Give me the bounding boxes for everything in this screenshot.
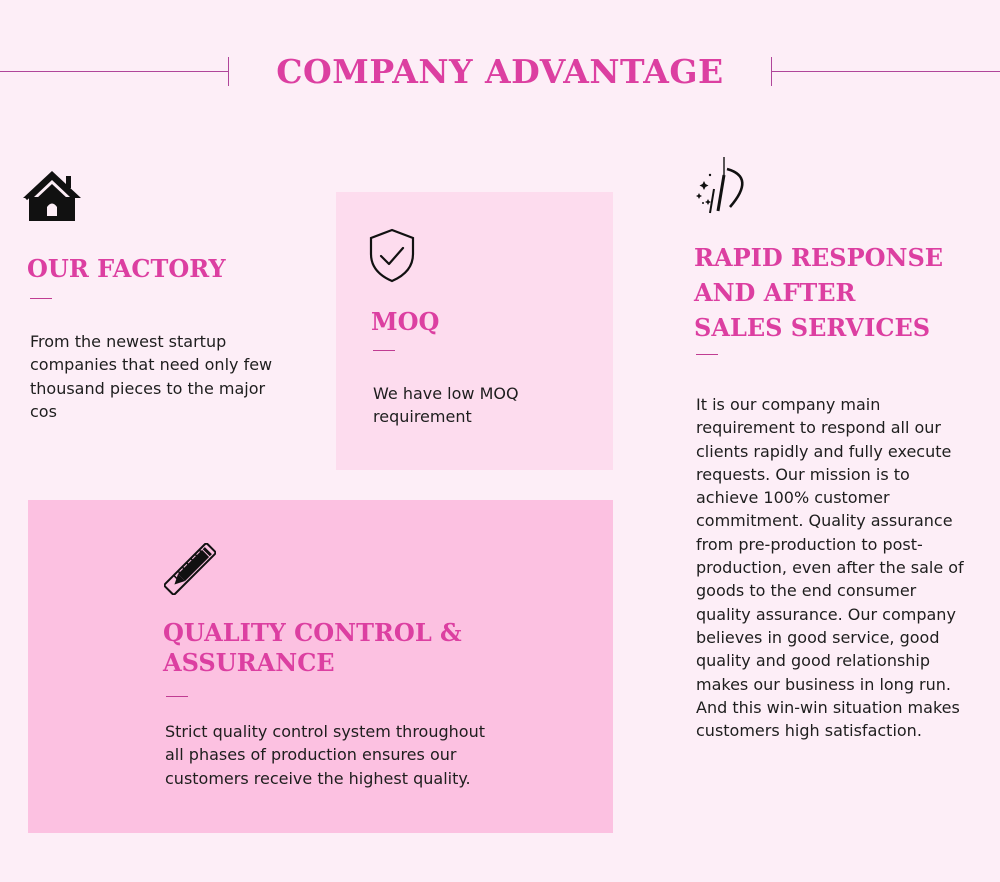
moq-accent-line — [373, 350, 395, 351]
quality-accent-line — [166, 696, 188, 697]
moq-description: We have low MOQ requirement — [373, 384, 519, 427]
quality-title — [163, 618, 462, 678]
rapid-response-title-line: AND AFTER — [694, 278, 856, 307]
rapid-response-title-line: SALES SERVICES — [694, 313, 931, 342]
quality-title-line: ASSURANCE — [163, 648, 335, 677]
quality-title-line: QUALITY CONTROL & — [163, 618, 462, 647]
quality-description: Strict quality control system throughout all phases of production ensures our customers receive the highest quality. — [165, 722, 485, 788]
rapid-response-title — [694, 240, 943, 345]
header-divider-left — [0, 71, 229, 72]
factory-title: OUR FACTORY — [27, 254, 226, 283]
magic-wand-icon — [694, 155, 754, 215]
header-divider-right — [771, 71, 1000, 72]
moq-title: MOQ — [371, 307, 440, 336]
factory-description: From the newest startup companies that need only few thousand pieces to the major cos — [30, 332, 273, 421]
home-icon — [22, 170, 82, 222]
rapid-response-description: It is our company main requirement to respond all our clients rapidly and fully execute requests. Our mission is to achieve 100% customer commitment. Quality assurance from pre-production to post-production, even after the sale of goods to the end consumer quality assurance. Our company believes in good service, good quality and good relationship makes our business in long run. And this win-win situation makes customers high satisfaction. — [696, 395, 964, 741]
shield-check-icon — [368, 228, 416, 283]
factory-accent-line — [30, 298, 52, 299]
section-header — [0, 52, 1000, 92]
rapid-response-accent-line — [696, 354, 718, 355]
rapid-response-title-line: RAPID RESPONSE — [694, 243, 944, 272]
pencil-ruler-icon — [164, 543, 216, 595]
page-title: COMPANY ADVANTAGE — [276, 52, 724, 91]
